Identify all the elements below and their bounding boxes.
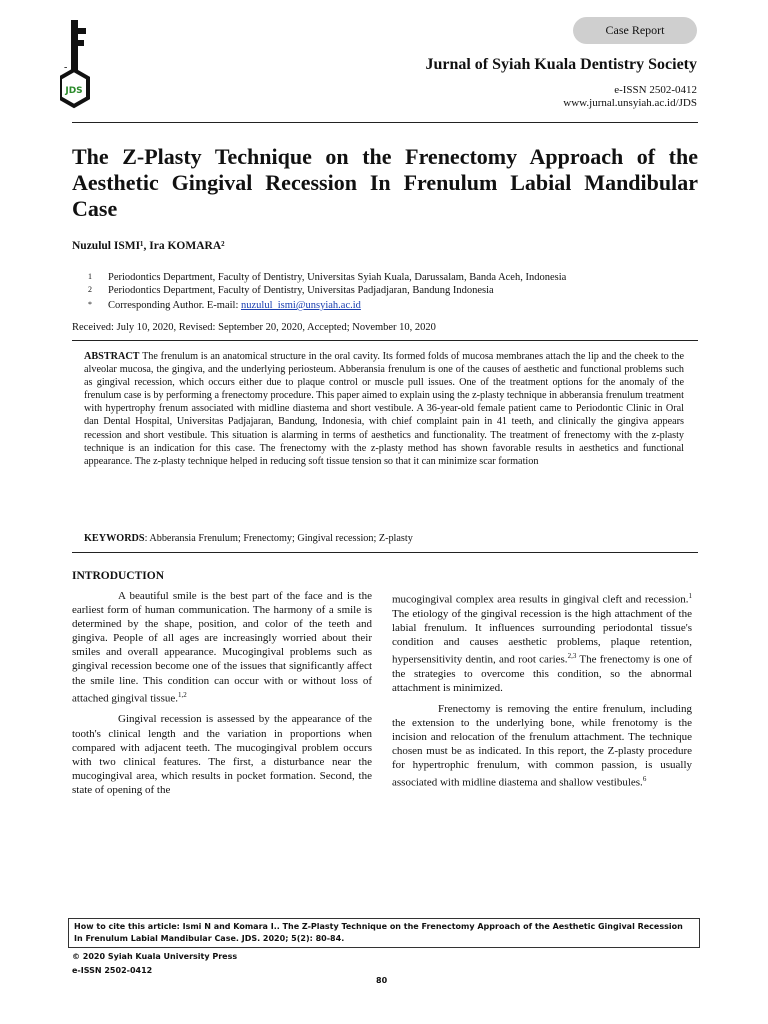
left-column: [72, 589, 372, 804]
affiliation-2-text: Periodontics Department, Faculty of Dentistry, Universitas Padjadjaran, Bandung Indonesia: [108, 285, 494, 296]
keywords: [84, 533, 684, 544]
affiliation-1-number: 1: [88, 272, 92, 281]
intro-paragraph-3c-text: The frenectomy is one of the strategies to overcome this condition, so the abnormal attachment is minimized.: [392, 653, 692, 694]
intro-paragraph-3a-ref: 1: [688, 592, 692, 600]
keywords-text: : Abberansia Frenulum; Frenectomy; Gingival recession; Z-plasty: [144, 533, 413, 544]
journal-eissn: e-ISSN 2502-0412: [614, 84, 697, 96]
article-title: The Z-Plasty Technique on the Frenectomy Approach of the Aesthetic Gingival Recession In Frenulum Labial Mandibular Case: [72, 144, 698, 221]
intro-paragraph-3: [392, 589, 692, 695]
corresponding-author: [88, 300, 361, 311]
intro-paragraph-4: [392, 702, 692, 790]
affiliation-1: [88, 272, 566, 283]
corresponding-marker: *: [88, 300, 92, 309]
citation-box: How to cite this article: Ismi N and Komara I.. The Z-Plasty Technique on the Frenectomy Approach of the Aesthetic Gingival Recession In Frenulum Labial Mandibular Case. JDS. 2020; 5(2): 80-84.: [68, 918, 700, 948]
logo-key-shaft: [71, 20, 78, 72]
intro-paragraph-3b-ref: 2,3: [567, 652, 577, 661]
journal-logo: [60, 20, 124, 120]
intro-paragraph-4-text: Frenectomy is removing the entire frenulum, including the extension to the underlying bone, while frenotomy is the incision and relocation of the frenulum attachment. The technique chosen must be as indicated. In this report, the Z-plasty procedure for hypertrophic frenulum, with common passion, is usually associated with midline diastema and shallow vestibules.: [392, 702, 692, 790]
footer-eissn: e-ISSN 2502-0412: [72, 966, 153, 975]
right-column: [392, 589, 692, 797]
header-dash: -: [64, 62, 68, 73]
article-dates: Received: July 10, 2020, Revised: September 20, 2020, Accepted; November 10, 2020: [72, 322, 436, 333]
abstract-text: The frenulum is an anatomical structure in the oral cavity. Its formed folds of mucosa membranes attach the lip and the cheek to the alveolar mucosa, the gingiva, and the underlying periosteum. Abberansia frenulum is one of the causes of aesthetic and functional problems such as gingival recession, which occurs either due to plaque control or muscle pull issues. One of the treatment options for the anomaly of the frenulum case is by performing a frenectomy procedure. This paper aimed to explain using the z-plasty technique in abberansia frenulum treatment with hypertrophy frenum associated with midline diastema and short vestibule. A 36-year-old female patient came to Periodontic Clinic in Oral dan Dental Hospital, Universitas Padjajaran, Bandung, Indonesia, with chief complaint pain in 41 teeth, and clinically the gingiva appears recession and short vestibule. This situation is alarming in terms of aesthetics and functionality. The treatment of frenectomy with the z-plasty technique is an indication for this case. The frenectomy with the z-plasty method has shown favorable results in aesthetics and functional appearance. The z-plasty technique helped in reducing soft tissue tension so that it can minimize scar formation: [84, 351, 684, 467]
corresponding-label: Corresponding Author. E-mail:: [108, 300, 241, 311]
intro-paragraph-4-ref: 6: [642, 775, 647, 784]
article-type-badge: Case Report: [573, 17, 697, 44]
intro-paragraph-2-text: Gingival recession is assessed by the appearance of the tooth's clinical length and the variation in proportions when compared with adjacent teeth. The mucogingival problem occurs with two clinical features. The first, a disturbance near the mucogingival area, which results in pocket formation. Second, the state of opening of the: [72, 713, 372, 796]
intro-paragraph-1-ref: 1,2: [178, 690, 187, 699]
page-number: 80: [376, 976, 388, 985]
header-divider: [72, 122, 698, 123]
introduction-heading: INTRODUCTION: [72, 570, 165, 582]
abstract-bottom-divider: [72, 552, 698, 553]
abstract: [84, 350, 684, 468]
abstract-top-divider: [72, 340, 698, 341]
abstract-label: ABSTRACT: [84, 351, 140, 362]
article-authors: Nuzulul ISMI¹, Ira KOMARA²: [72, 240, 225, 252]
journal-name: Jurnal of Syiah Kuala Dentistry Society: [425, 56, 697, 73]
intro-paragraph-1-text: A beautiful smile is the best part of the face and is the earliest form of human communication. The harmony of a smile is determined by the shape, position, and color of the teeth and gingiva. People of all ages are increasingly worried about their smiles and overall appearance. Mucogingival problems such as gingival recession become one of the issues that significantly affect the smile line. This condition can occur with or without loss of attached gingival tissue.: [72, 590, 372, 705]
affiliation-2: [88, 285, 494, 296]
affiliation-1-text: Periodontics Department, Faculty of Dentistry, Universitas Syiah Kuala, Darussalam, Banda Aceh, Indonesia: [108, 272, 567, 283]
keywords-label: KEYWORDS: [84, 533, 145, 544]
affiliation-2-number: 2: [88, 285, 92, 294]
intro-paragraph-1: [72, 589, 372, 705]
corresponding-email-link[interactable]: nuzulul_ismi@unsyiah.ac.id: [241, 300, 361, 311]
journal-url[interactable]: www.jurnal.unsyiah.ac.id/JDS: [563, 97, 697, 109]
logo-key-tooth-1: [78, 28, 86, 34]
logo-key-tooth-2: [78, 40, 84, 46]
intro-paragraph-3b-text: The etiology of the gingival recession is the high attachment of the labial frenulum. It influences surrounding periodontal tissue's condition and causes aesthetic problems, plaque retention, hypersensitivity dentin, and root caries.: [392, 607, 692, 666]
intro-paragraph-2: [72, 712, 372, 797]
copyright-press: © 2020 Syiah Kuala University Press: [72, 952, 238, 961]
intro-paragraph-3a-text: mucogingival complex area results in gingival cleft and recession.: [392, 593, 689, 606]
logo-text: JDS: [65, 86, 83, 96]
